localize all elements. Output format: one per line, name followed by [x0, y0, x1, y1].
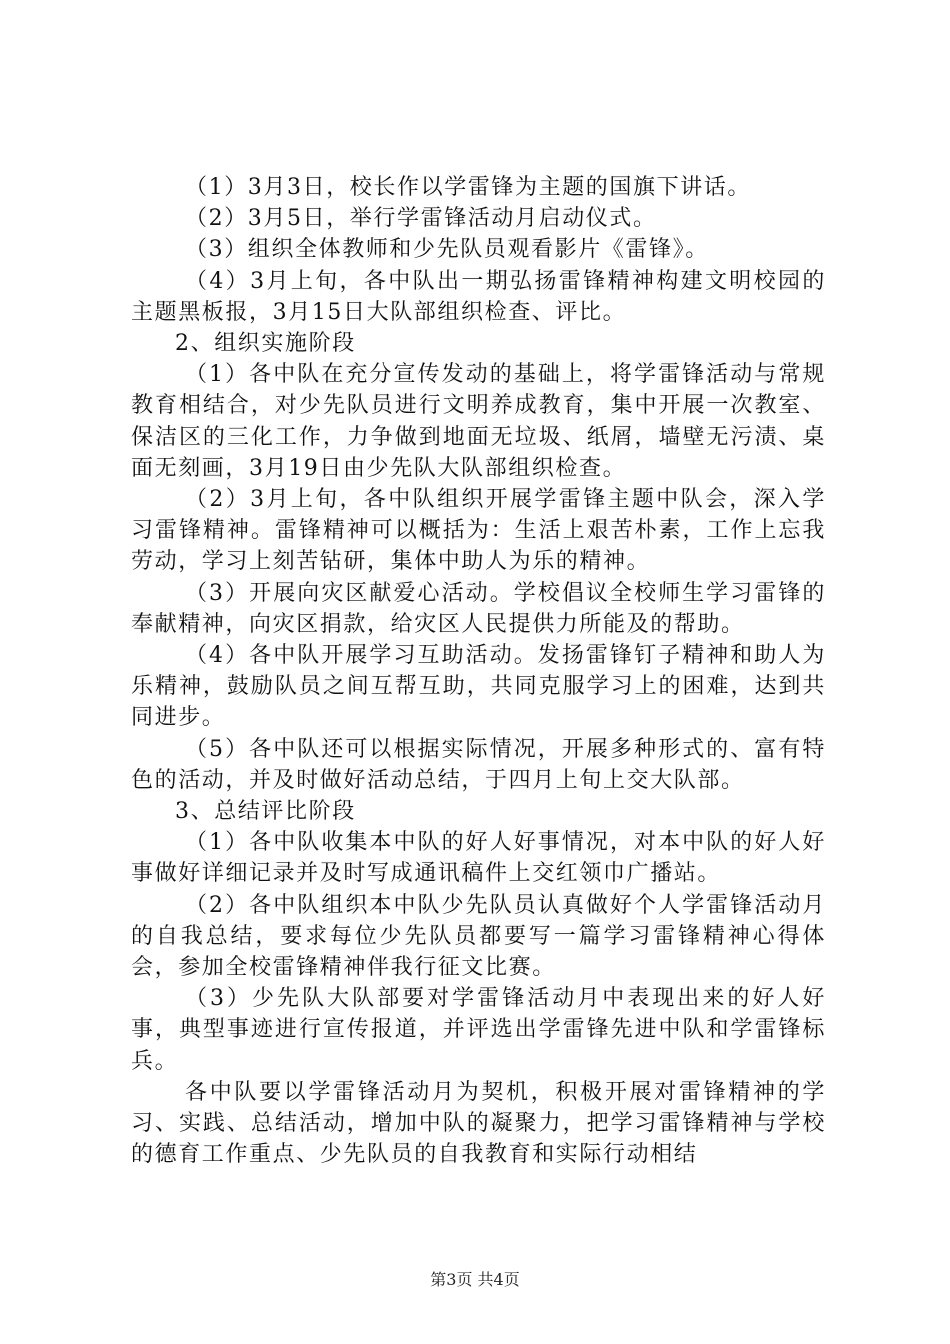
- paragraph-step-2-4: （4）各中队开展学习互助活动。发扬雷锋钉子精神和助人为乐精神，鼓励队员之间互帮互助，共同克服学习上的困难，达到共同进步。: [131, 643, 826, 731]
- document-body: [131, 172, 826, 1171]
- paragraph-step-3-1: （1）各中队收集本中队的好人好事情况，对本中队的好人好事做好详细记录并及时写成通讯稿件上交红领巾广播站。: [131, 830, 826, 887]
- paragraph-step-3-3: （3）少先队大队部要对学雷锋活动月中表现出来的好人好事，典型事迹进行宣传报道，并评选出学雷锋先进中队和学雷锋标兵。: [131, 986, 826, 1074]
- paragraph-step-2-2: （2）3月上旬，各中队组织开展学雷锋主题中队会，深入学习雷锋精神。雷锋精神可以概括为：生活上艰苦朴素，工作上忘我劳动，学习上刻苦钻研，集体中助人为乐的精神。: [131, 487, 826, 575]
- paragraph-conclusion: 各中队要以学雷锋活动月为契机，积极开展对雷锋精神的学习、实践、总结活动，增加中队的凝聚力，把学习雷锋精神与学校的德育工作重点、少先队员的自我教育和实际行动相结: [131, 1079, 826, 1168]
- page-number-footer: 第3页 共4页: [430, 1270, 520, 1289]
- paragraph-step-2-1: （1）各中队在充分宣传发动的基础上，将学雷锋活动与常规教育相结合，对少先队员进行文明养成教育，集中开展一次教室、保洁区的三化工作，力争做到地面无垃圾、纸屑，墙壁无污渍、桌面无刻画，3月19日由少先队大队部组织检查。: [131, 362, 826, 481]
- paragraph-step-1-3: （3）组织全体教师和少先队员观看影片《雷锋》。: [185, 237, 709, 263]
- paragraph-step-1-1: （1）3月3日，校长作以学雷锋为主题的国旗下讲话。: [185, 175, 751, 200]
- section-heading-implementation: 2、组织实施阶段: [175, 331, 356, 357]
- paragraph-step-3-2: （2）各中队组织本中队少先队员认真做好个人学雷锋活动月的自我总结，要求每位少先队员都要写一篇学习雷锋精神心得体会，参加全校雷锋精神伴我行征文比赛。: [131, 892, 826, 981]
- section-heading-summary: 3、总结评比阶段: [175, 799, 356, 825]
- paragraph-step-1-2: （2）3月5日，举行学雷锋活动月启动仪式。: [185, 206, 657, 232]
- paragraph-step-2-5: （5）各中队还可以根据实际情况，开展多种形式的、富有特色的活动，并及时做好活动总结，于四月上旬上交大队部。: [131, 736, 826, 793]
- paragraph-step-1-4: （4）3月上旬，各中队出一期弘扬雷锋精神构建文明校园的主题黑板报，3月15日大队部组织检查、评比。: [131, 268, 826, 325]
- paragraph-step-2-3: （3）开展向灾区献爱心活动。学校倡议全校师生学习雷锋的奉献精神，向灾区捐款，给灾区人民提供力所能及的帮助。: [131, 580, 826, 637]
